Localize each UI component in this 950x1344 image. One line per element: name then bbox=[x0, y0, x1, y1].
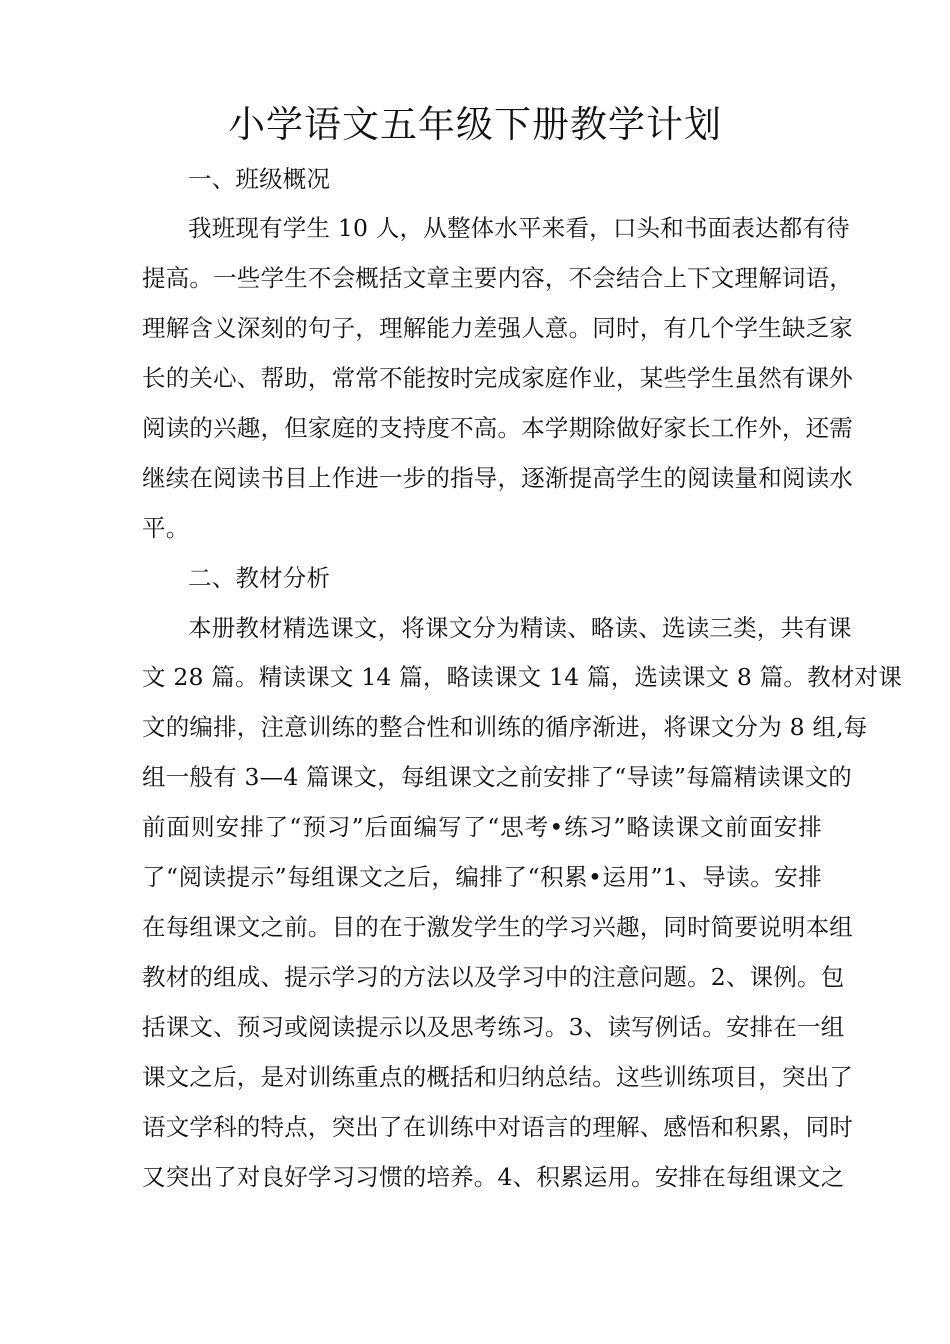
paragraph-line: 教材的组成、提示学习的方法以及学习中的注意问题。2、课例。包 bbox=[142, 963, 845, 991]
paragraph-line: 理解含义深刻的句子，理解能力差强人意。同时，有几个学生缺乏家 bbox=[142, 314, 853, 342]
paragraph-line: 在每组课文之前。目的在于激发学生的学习兴趣，同时简要说明本组 bbox=[142, 913, 853, 941]
paragraph-line: 语文学科的特点，突出了在训练中对语言的理解、感悟和积累，同时 bbox=[142, 1113, 853, 1141]
section-heading-class-overview: 一、班级概况 bbox=[188, 165, 331, 193]
paragraph-line: 平。 bbox=[142, 514, 190, 542]
page-title: 小学语文五年级下册教学计划 bbox=[228, 103, 722, 146]
paragraph-line: 继续在阅读书目上作进一步的指导，逐渐提高学生的阅读量和阅读水 bbox=[142, 464, 853, 492]
paragraph-line: 括课文、预习或阅读提示以及思考练习。3、读写例话。安排在一组 bbox=[142, 1013, 845, 1041]
paragraph-line: 组一般有 3—4 篇课文，每组课文之前安排了“导读”每篇精读课文的 bbox=[142, 763, 852, 791]
paragraph-line: 长的关心、帮助，常常不能按时完成家庭作业，某些学生虽然有课外 bbox=[142, 364, 853, 392]
paragraph-line: 又突出了对良好学习习惯的培养。4、积累运用。安排在每组课文之 bbox=[142, 1163, 845, 1191]
paragraph-line: 本册教材精选课文，将课文分为精读、略读、选读三类，共有课 bbox=[188, 614, 852, 642]
paragraph-line: 我班现有学生 10 人，从整体水平来看，口头和书面表达都有待 bbox=[188, 214, 850, 242]
section-heading-textbook-analysis: 二、教材分析 bbox=[188, 564, 331, 592]
paragraph-line: 提高。一些学生不会概括文章主要内容，不会结合上下文理解词语， bbox=[142, 264, 853, 292]
paragraph-line: 文的编排，注意训练的整合性和训练的循序渐进，将课文分为 8 组,每 bbox=[142, 713, 868, 741]
paragraph-line: 文 28 篇。精读课文 14 篇，略读课文 14 篇，选读课文 8 篇。教材对课 bbox=[142, 663, 902, 691]
paragraph-line: 了“阅读提示”每组课文之后，编排了“积累•运用”1、导读。安排 bbox=[142, 863, 822, 891]
paragraph-line: 前面则安排了“预习”后面编写了“思考•练习”略读课文前面安排 bbox=[142, 813, 822, 841]
paragraph-line: 课文之后，是对训练重点的概括和归纳总结。这些训练项目，突出了 bbox=[142, 1063, 853, 1091]
paragraph-line: 阅读的兴趣，但家庭的支持度不高。本学期除做好家长工作外，还需 bbox=[142, 414, 853, 442]
